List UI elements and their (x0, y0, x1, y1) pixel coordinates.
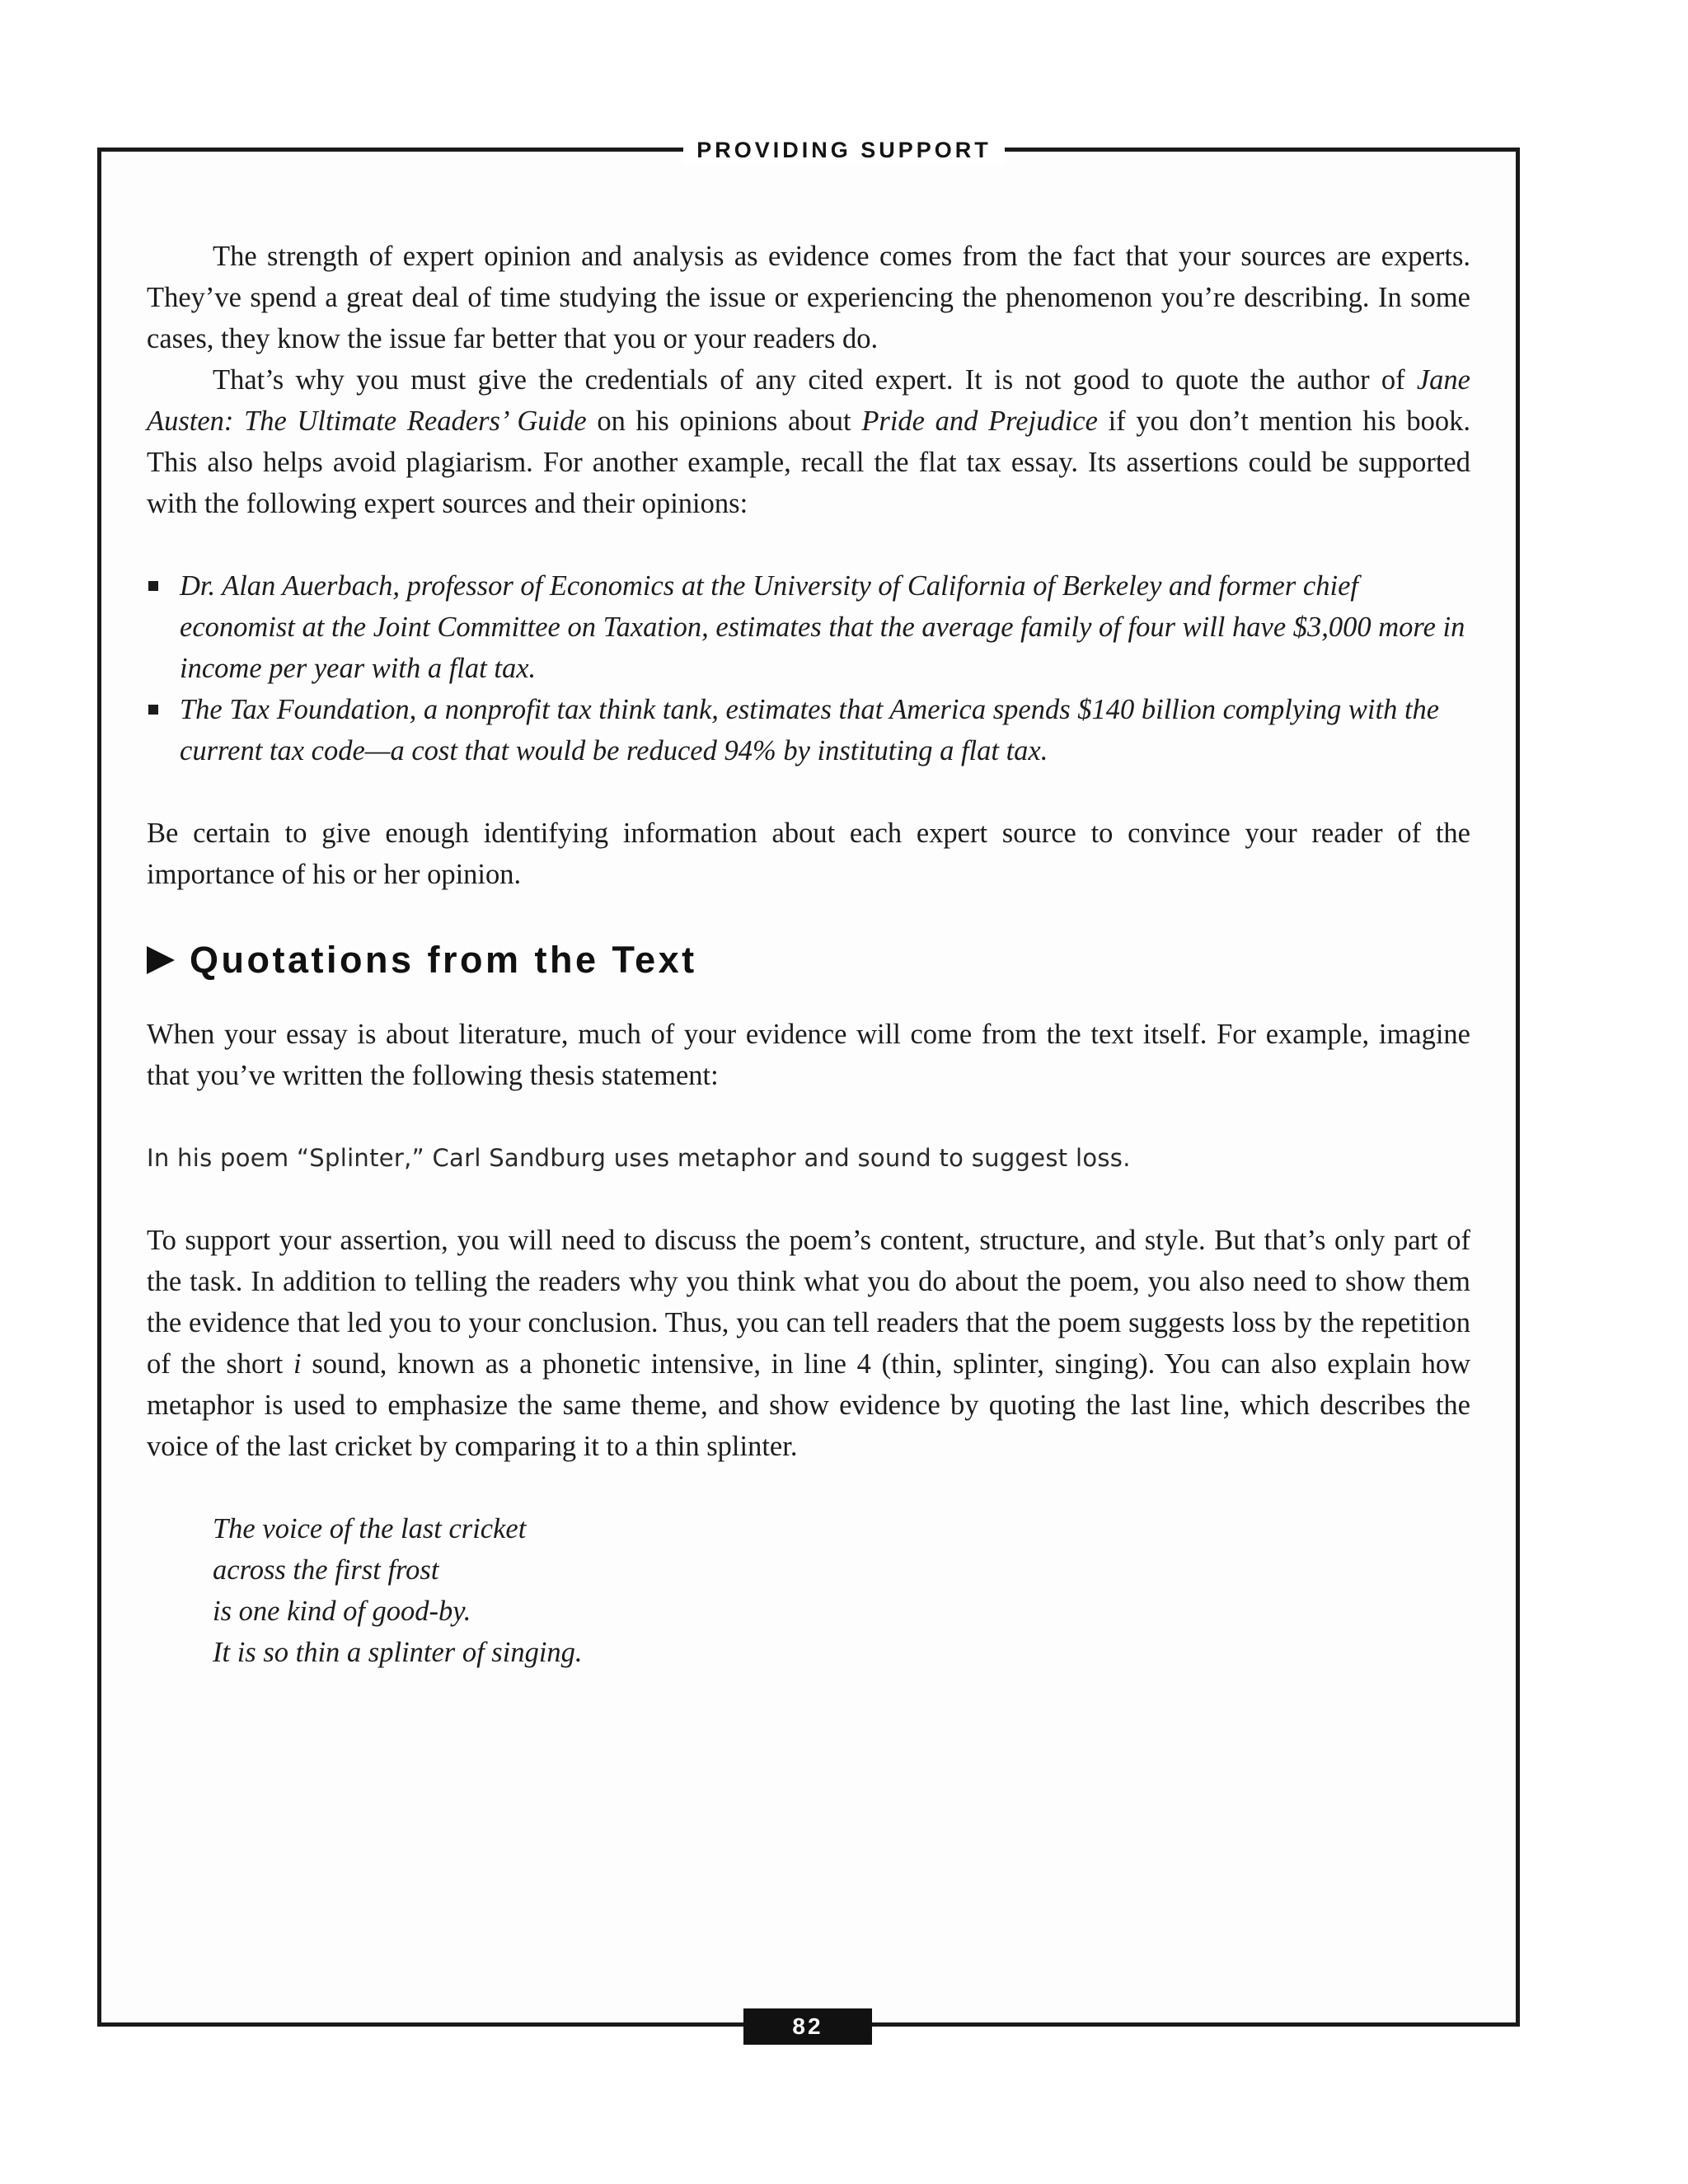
support-paragraph (147, 1220, 1470, 1467)
poem-line: is one kind of good-by. (213, 1596, 471, 1627)
closing-paragraph: Be certain to give enough identifying information about each expert source to convince your reader of the importance of his or her opinion. (147, 818, 1470, 890)
poem-line: The voice of the last cricket (213, 1513, 527, 1544)
bullet-text: The Tax Foundation, a nonprofit tax think tank, estimates that America spends $140 billion complying with the current tax code—a cost that would be reduced 94% by instituting a flat tax. (180, 694, 1440, 766)
list-item (147, 689, 1470, 771)
section-intro-paragraph: When your essay is about literature, much of your evidence will come from the text itself. For example, imagine that you’ve written the following thesis statement: (147, 1019, 1470, 1091)
short-i-letter: i (293, 1348, 302, 1380)
bullet-square-icon (148, 581, 158, 591)
section-heading (147, 931, 1470, 989)
running-header-text: PROVIDING SUPPORT (683, 135, 1005, 165)
expert-source-list (147, 565, 1470, 771)
intro-paragraph-2-start: That’s why you must give the credentials of any cited expert. It is not good to quote the author of (213, 364, 1417, 396)
intro-paragraph-2-end: if you don’t mention his book. This also helps avoid plagiarism. For another example, recall the flat tax essay. Its assertions could be supported with the following expert sources and their opinions: (147, 405, 1470, 519)
section-title: Quotations from the Text (190, 939, 697, 981)
intro-paragraph-2-middle: on his opinions about (586, 405, 862, 437)
page-number: 82 (743, 2008, 872, 2045)
list-item (147, 565, 1470, 689)
intro-paragraph-1: The strength of expert opinion and analysis as evidence comes from the fact that your sources are experts. They’ve spend a great deal of time studying the issue or experiencing the phenomenon you’re describing. In some cases, they know the issue far better that you or your readers do. (147, 241, 1470, 354)
novel-title: Pride and Prejudice (861, 405, 1098, 437)
intro-paragraph-2 (147, 359, 1470, 524)
triangle-arrow-icon (147, 946, 175, 974)
book-title: Jane Austen: The Ultimate Readers’ Guide (147, 364, 1470, 437)
poem-line: It is so thin a splinter of singing. (213, 1637, 583, 1668)
bullet-text: Dr. Alan Auerbach, professor of Economics at the University of California of Berkeley and former chief economist at the Joint Committee on Taxation, estimates that the average family of four will have $3,000 more in income per year with a flat tax. (180, 570, 1465, 684)
poem-line: across the first frost (213, 1554, 439, 1586)
poem-quote (147, 1508, 1470, 1673)
bullet-square-icon (148, 705, 158, 715)
support-paragraph-start: To support your assertion, you will need to discuss the poem’s content, structure, and style. But that’s only part of the task. In addition to telling the readers why you think what you do about the poem, you also need to show them the evidence that led you to your conclusion. Thus, you can tell readers that the poem suggests loss by the repetition of the short (147, 1225, 1470, 1380)
page-body (147, 236, 1470, 1673)
thesis-statement: In his poem “Splinter,” Carl Sandburg uses metaphor and sound to suggest loss. (147, 1144, 1131, 1172)
support-paragraph-end: sound, known as a phonetic intensive, in line 4 (thin, splinter, singing). You can also explain how metaphor is used to emphasize the same theme, and show evidence by quoting the last line, which describes the voice of the last cricket by comparing it to a thin splinter. (147, 1348, 1470, 1462)
